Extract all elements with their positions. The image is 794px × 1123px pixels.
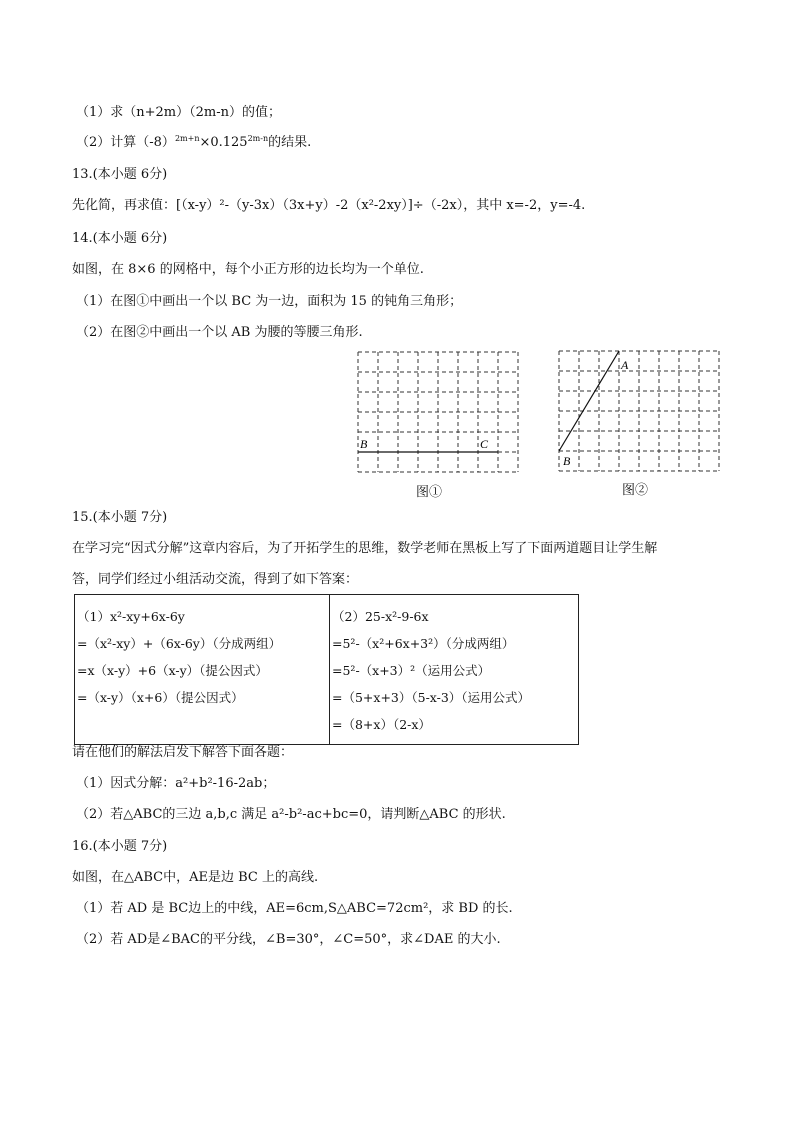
q12-part2-b: ×0.125: [199, 135, 248, 150]
q12-part2: [76, 134, 311, 152]
answer-table: [74, 594, 579, 745]
answer-2-line: =（8+x）（2-x）: [332, 717, 431, 732]
q15-text-2: 答，同学们经过小组活动交流，得到了如下答案：: [72, 572, 359, 587]
q16-part1: （1）若 AD 是 BC边上的中线，AE=6cm,S△ABC=72cm²，求 BD 的长.: [76, 901, 513, 916]
exponent-2: 2m-n: [247, 134, 269, 143]
figure-1-caption: 图①: [416, 485, 443, 500]
answer-cell-2: [330, 595, 579, 745]
answer-cell-1: [75, 595, 330, 745]
label-c: C: [480, 437, 489, 451]
answer-1-line: =（x-y）（x+6）（提公因式）: [77, 690, 244, 705]
q14-heading: 14.(本小题 6分): [72, 231, 168, 246]
q13-text: 先化简，再求值：[（x-y）²-（y-3x）（3x+y）-2（x²-2xy）]÷（-2x），其中 x=-2，y=-4.: [72, 198, 586, 213]
q15-part2: （2）若△ABC的三边 a,b,c 满足 a²-b²-ac+bc=0，请判断△ABC 的形状.: [76, 807, 506, 822]
label-b2: B: [563, 454, 571, 468]
exponent-1: 2m+n: [174, 134, 200, 143]
q14-text: 如图，在 8×6 的网格中，每个小正方形的边长均为一个单位.: [72, 262, 424, 277]
q16-part2: （2）若 AD是∠BAC的平分线，∠B=30°，∠C=50°，求∠DAE 的大小.: [76, 932, 501, 947]
q15-heading: 15.(本小题 7分): [72, 510, 168, 525]
answer-1-line: （1）x²-xy+6x-6y: [77, 609, 185, 624]
answer-2-line: =5²-（x²+6x+3²）（分成两组）: [332, 636, 515, 651]
grid-figure-1: [356, 350, 520, 474]
q15-text-1: 在学习完“因式分解”这章内容后，为了开拓学生的思维，数学老师在黑板上写了下面两道题目让学生解: [72, 541, 658, 556]
answer-2-line: =（5+x+3）（5-x-3）（运用公式）: [332, 690, 531, 705]
label-b: B: [360, 437, 368, 451]
q12-part2-a: （2）计算（-8）: [76, 135, 175, 150]
segment-ab: [559, 351, 619, 451]
answer-1-line: =x（x-y）+6（x-y）（提公因式）: [77, 663, 268, 678]
q16-heading: 16.(本小题 7分): [72, 839, 168, 854]
answer-2-line: （2）25-x²-9-6x: [332, 609, 429, 624]
answer-1-line: =（x²-xy）+（6x-6y）（分成两组）: [77, 636, 282, 651]
answer-2-line: =5²-（x+3）²（运用公式）: [332, 663, 491, 678]
q14-part2: （2）在图②中画出一个以 AB 为腰的等腰三角形.: [76, 325, 363, 340]
q13-heading: 13.(本小题 6分): [72, 167, 168, 182]
q12-part2-c: 的结果.: [268, 135, 312, 150]
q12-part1: （1）求（n+2m）（2m-n）的值；: [76, 105, 281, 120]
q16-text: 如图，在△ABC中，AE是边 BC 上的高线.: [72, 870, 319, 885]
q14-part1: （1）在图①中画出一个以 BC 为一边，面积为 15 的钝角三角形；: [76, 294, 463, 309]
q15-part1: （1）因式分解：a²+b²-16-2ab；: [76, 776, 276, 791]
label-a: A: [621, 358, 629, 372]
q15-instruction: 请在他们的解法启发下解答下面各题：: [72, 745, 294, 760]
figure-2-caption: 图②: [622, 483, 649, 498]
grid-figure-2: [557, 349, 721, 473]
